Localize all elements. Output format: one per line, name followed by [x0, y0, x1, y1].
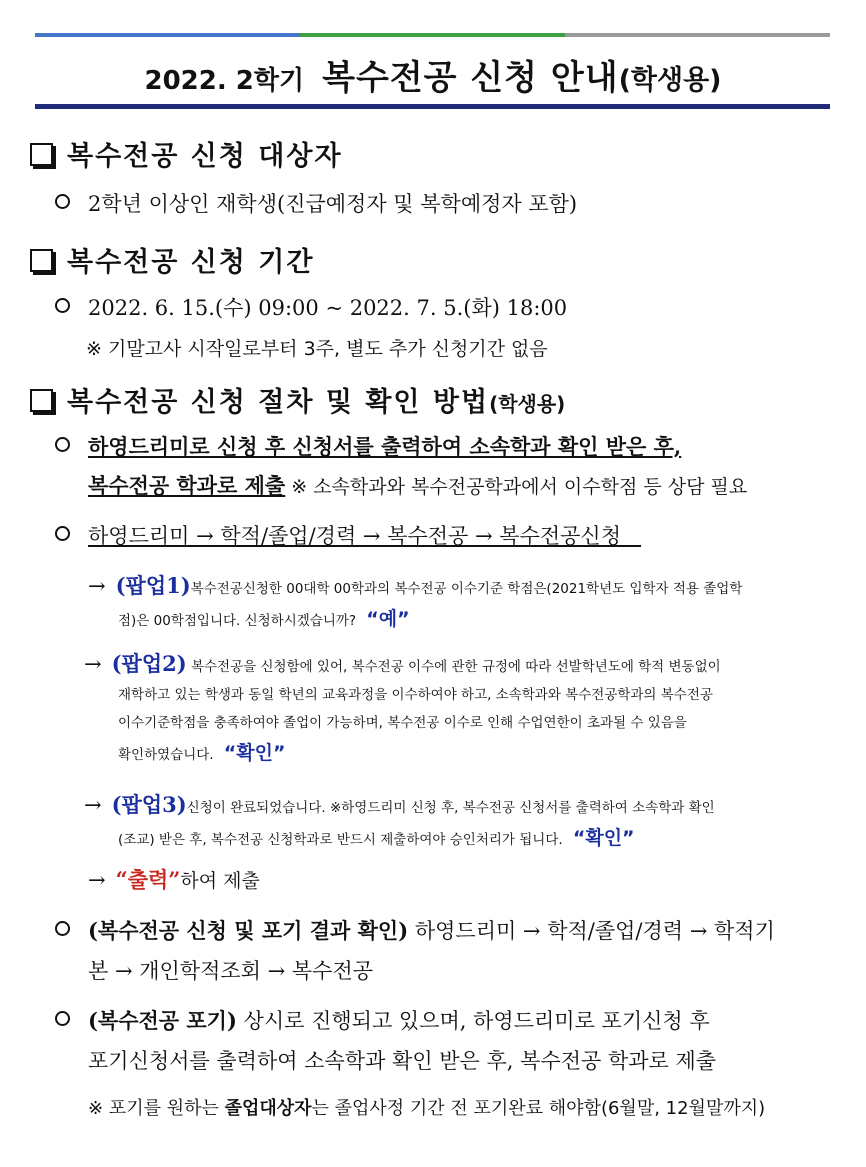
- checkbox-square-icon: [30, 249, 53, 272]
- popup-label: (팝업3): [111, 792, 187, 817]
- procedure-item-1-line-1: [55, 431, 681, 461]
- popup-2-line-3: 이수기준학점을 충족하여야 졸업이 가능하며, 복수전공 이수로 인해 수업연한이 초과될 수 있음을: [118, 715, 687, 731]
- section-heading-text: 복수전공 신청 기간: [67, 247, 315, 278]
- print-text: 하여 제출: [180, 870, 260, 892]
- procedure-item-3-line-2: 본 → 개인학적조회 → 복수전공: [88, 959, 374, 983]
- title-suffix: (학생용): [618, 65, 722, 96]
- section-heading-procedure: [30, 380, 565, 419]
- popup-label: (팝업2): [111, 651, 187, 676]
- circle-bullet-icon: [55, 298, 70, 313]
- popup-text: 확인하였습니다.: [118, 747, 214, 763]
- list-item-text: 상시로 진행되고 있으며, 하영드리미로 포기신청 후: [236, 1009, 710, 1033]
- procedure-item-2: [55, 520, 641, 550]
- popup-2-line-2: 재학하고 있는 학생과 동일 학년의 교육과정을 이수하여야 하고, 소속학과와 복수전공학과의 복수전공: [118, 687, 713, 703]
- result-check-label: (복수전공 신청 및 포기 결과 확인): [88, 918, 409, 943]
- header-top-bar: [35, 33, 830, 37]
- popup-text: 복수전공을 신청함에 있어, 복수전공 이수에 관한 규정에 따라 선발학년도에 학적 변동없이: [186, 659, 721, 675]
- popup-2-line-1: [84, 648, 721, 678]
- section-heading-sub: (학생용): [489, 392, 566, 416]
- popup-label: (팝업1): [115, 573, 191, 598]
- procedure-item-4-line-1: [55, 1005, 710, 1035]
- circle-bullet-icon: [55, 526, 70, 541]
- list-item-text: 2학년 이상인 재학생(진급예정자 및 복학예정자 포함): [88, 192, 578, 216]
- list-item-text: 하영드리미로 신청 후 신청서를 출력하여 소속학과 확인 받은 후,: [88, 434, 682, 459]
- note-text: 는 졸업사정 기간 전 포기완료 해야함(6월말, 12월말까지): [311, 1098, 766, 1119]
- title-main: 복수전공 신청 안내: [322, 58, 619, 98]
- withdraw-label: (복수전공 포기): [88, 1008, 237, 1033]
- checkbox-square-icon: [30, 389, 53, 412]
- popup-1-line-2: [118, 604, 410, 631]
- popup-3-line-1: [84, 789, 715, 819]
- popup-answer: “확인”: [223, 742, 286, 764]
- arrow-right-icon: →: [84, 652, 102, 676]
- circle-bullet-icon: [55, 194, 70, 209]
- checkbox-square-icon: [30, 143, 53, 166]
- header-bottom-bar: [35, 104, 830, 109]
- list-item-period: [55, 292, 567, 322]
- menu-path-text: 하영드리미 → 학적/졸업/경력 → 복수전공 → 복수전공신청: [88, 524, 621, 548]
- section-heading-text: 복수전공 신청 절차 및 확인 방법: [67, 387, 490, 418]
- note-period: ※ 기말고사 시작일로부터 3주, 별도 추가 신청기간 없음: [86, 338, 548, 360]
- circle-bullet-icon: [55, 921, 70, 936]
- list-item-text: 하영드리미 → 학적/졸업/경력 → 학적기: [408, 919, 775, 943]
- graduation-note: [88, 1094, 765, 1120]
- popup-text: 점)은 00학점입니다. 신청하시겠습니까?: [118, 613, 357, 629]
- note-text: ※ 포기를 원하는: [88, 1098, 225, 1119]
- popup-answer: “확인”: [572, 827, 635, 849]
- procedure-item-1-line-2: [88, 470, 747, 500]
- list-item-target: [55, 188, 577, 218]
- procedure-item-3-line-1: [55, 915, 775, 945]
- popup-answer: “예”: [366, 608, 410, 630]
- procedure-item-4-line-2: 포기신청서를 출력하여 소속학과 확인 받은 후, 복수전공 학과로 제출: [88, 1049, 717, 1073]
- popup-1-line-1: [88, 570, 742, 600]
- print-label: “출력”: [115, 867, 181, 892]
- popup-2-line-4: [118, 738, 285, 765]
- arrow-right-icon: →: [88, 868, 106, 892]
- arrow-right-icon: →: [84, 793, 102, 817]
- arrow-right-icon: →: [88, 574, 106, 598]
- page-title: [0, 50, 866, 99]
- print-step: [88, 864, 260, 894]
- popup-text: 복수전공신청한 00대학 00학과의 복수전공 이수기준 학점은(2021학년도 입학자 적용 졸업학: [190, 581, 743, 597]
- section-heading-target: [30, 134, 343, 173]
- circle-bullet-icon: [55, 1011, 70, 1026]
- popup-text: 신청이 완료되었습니다. ※하영드리미 신청 후, 복수전공 신청서를 출력하여 소속학과 확인: [186, 800, 715, 816]
- circle-bullet-icon: [55, 437, 70, 452]
- list-item-text: 2022. 6. 15.(수) 09:00 ~ 2022. 7. 5.(화) 18:00: [88, 296, 568, 320]
- section-heading-period: [30, 240, 314, 279]
- section-heading-text: 복수전공 신청 대상자: [67, 141, 343, 172]
- popup-3-line-2: [118, 823, 635, 850]
- consult-note: ※ 소속학과와 복수전공학과에서 이수학점 등 상담 필요: [285, 476, 748, 498]
- popup-text: (조교) 받은 후, 복수전공 신청학과로 반드시 제출하여야 승인처리가 됩니다.: [118, 832, 563, 848]
- note-bold: 졸업대상자: [224, 1098, 312, 1119]
- title-year: 2022. 2학기: [144, 66, 305, 96]
- list-item-text: 복수전공 학과로 제출: [88, 473, 286, 498]
